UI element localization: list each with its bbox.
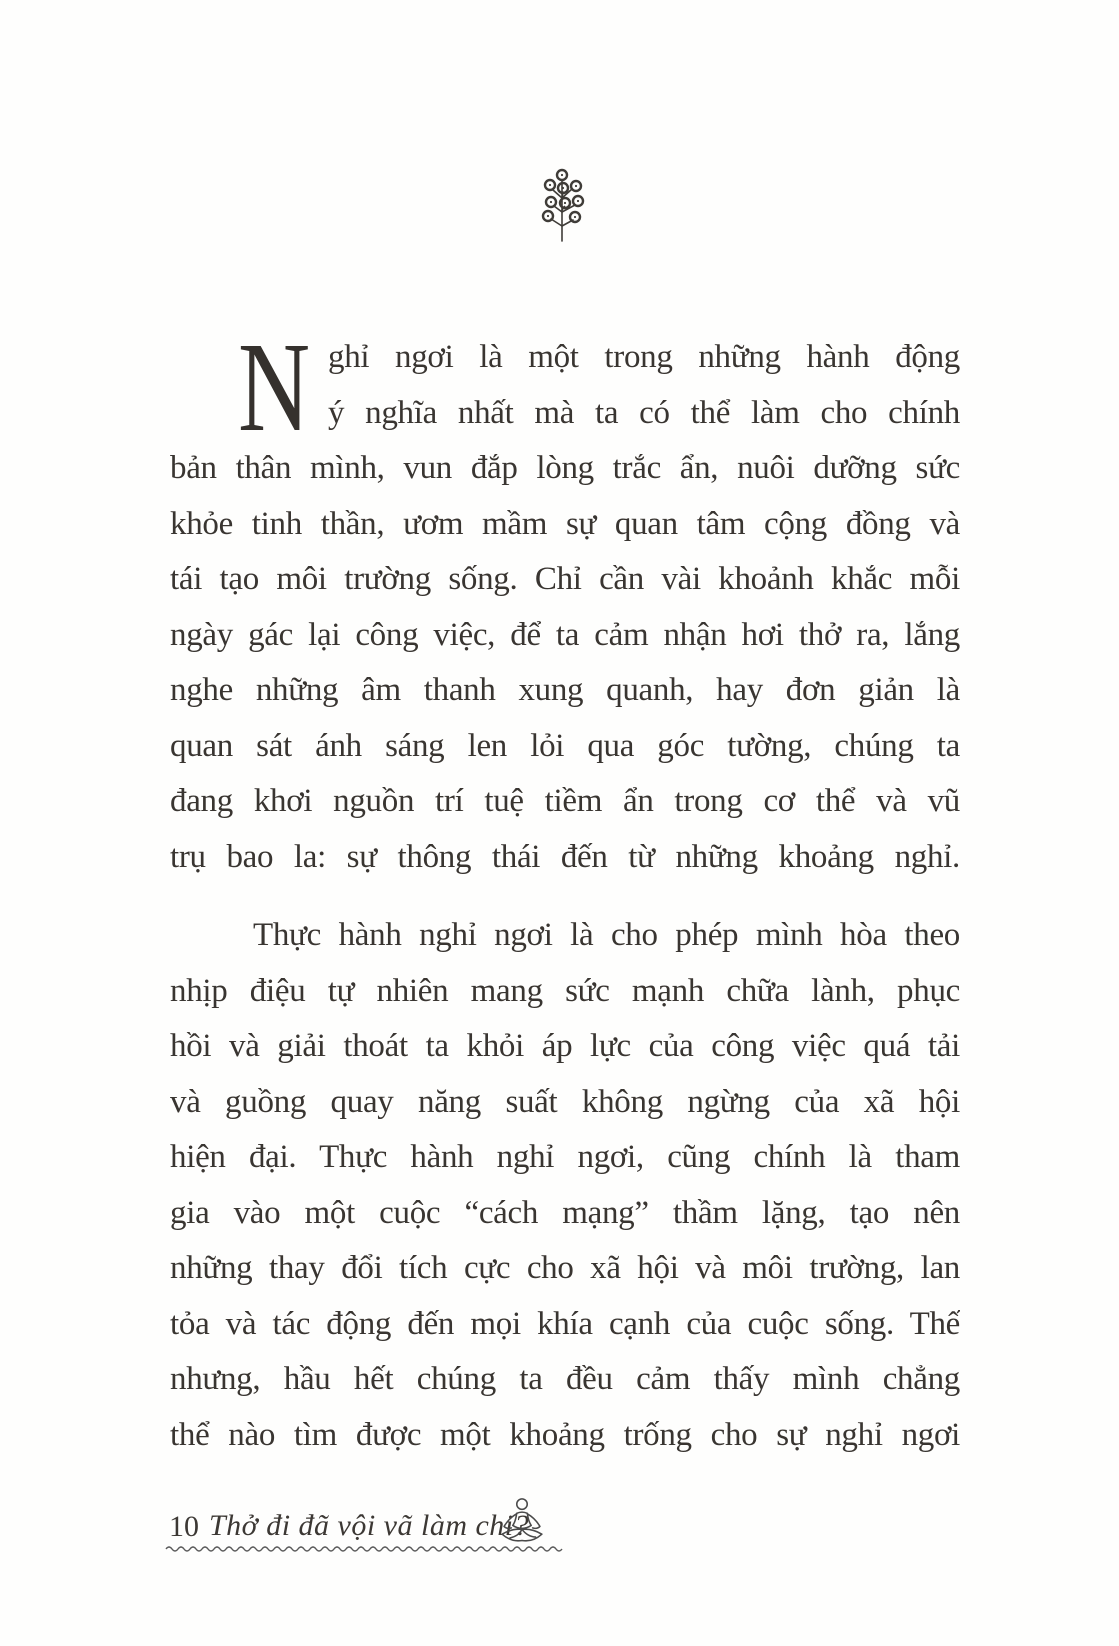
text-line: trụ bao la: sự thông thái đến từ những khoảng nghỉ. [170, 838, 960, 875]
text-line: Thực hành nghỉ ngơi là cho phép mình hòa theo [253, 917, 960, 953]
page-number: 10 [169, 1510, 199, 1543]
text-line: gia vào một cuộc “cách mạng” thầm lặng, tạo nên [170, 1194, 960, 1231]
text-line: những thay đổi tích cực cho xã hội và môi trường, lan [170, 1250, 960, 1286]
text-line: ý nghĩa nhất mà ta có thể làm cho chính [328, 394, 960, 431]
text-line: thể nào tìm được một khoảng trống cho sự nghỉ ngơi [170, 1416, 960, 1453]
text-line: hiện đại. Thực hành nghỉ ngơi, cũng chính là tham [170, 1139, 960, 1175]
page-footer [169, 1498, 959, 1562]
page-body [170, 316, 960, 1463]
text-line: nghe những âm thanh xung quanh, hay đơn giản là [170, 672, 960, 708]
text-line: khỏe tinh thần, ươm mầm sự quan tâm cộng đồng và [170, 505, 960, 542]
berry-branch-ornament-icon [538, 168, 586, 242]
paragraph-2 [170, 908, 960, 1463]
text-line: quan sát ánh sáng len lỏi qua góc tường, chúng ta [170, 727, 960, 764]
wavy-divider [165, 1543, 563, 1555]
text-line: và guồng quay năng suất không ngừng của xã hội [170, 1083, 960, 1120]
text-line: ghỉ ngơi là một trong những hành động [328, 339, 960, 375]
text-line: nhưng, hầu hết chúng ta đều cảm thấy mình chẳng [170, 1361, 960, 1397]
paragraph-1 [170, 316, 960, 885]
dropcap-letter: N [238, 316, 311, 458]
text-line: ngày gác lại công việc, để ta cảm nhận hơi thở ra, lắng [170, 616, 960, 653]
text-line: nhịp điệu tự nhiên mang sức mạnh chữa lành, phục [170, 972, 960, 1009]
text-line: tái tạo môi trường sống. Chỉ cần vài khoảnh khắc mỗi [170, 561, 960, 597]
text-line: hồi và giải thoát ta khỏi áp lực của công việc quá tải [170, 1028, 960, 1064]
text-line: tỏa và tác động đến mọi khía cạnh của cuộc sống. Thế [170, 1305, 960, 1342]
text-line: bản thân mình, vun đắp lòng trắc ẩn, nuôi dưỡng sức [170, 450, 960, 486]
text-line: đang khơi nguồn trí tuệ tiềm ẩn trong cơ thể và vũ [170, 783, 960, 819]
running-title: Thở đi đã vội vã làm chi? [209, 1509, 530, 1542]
